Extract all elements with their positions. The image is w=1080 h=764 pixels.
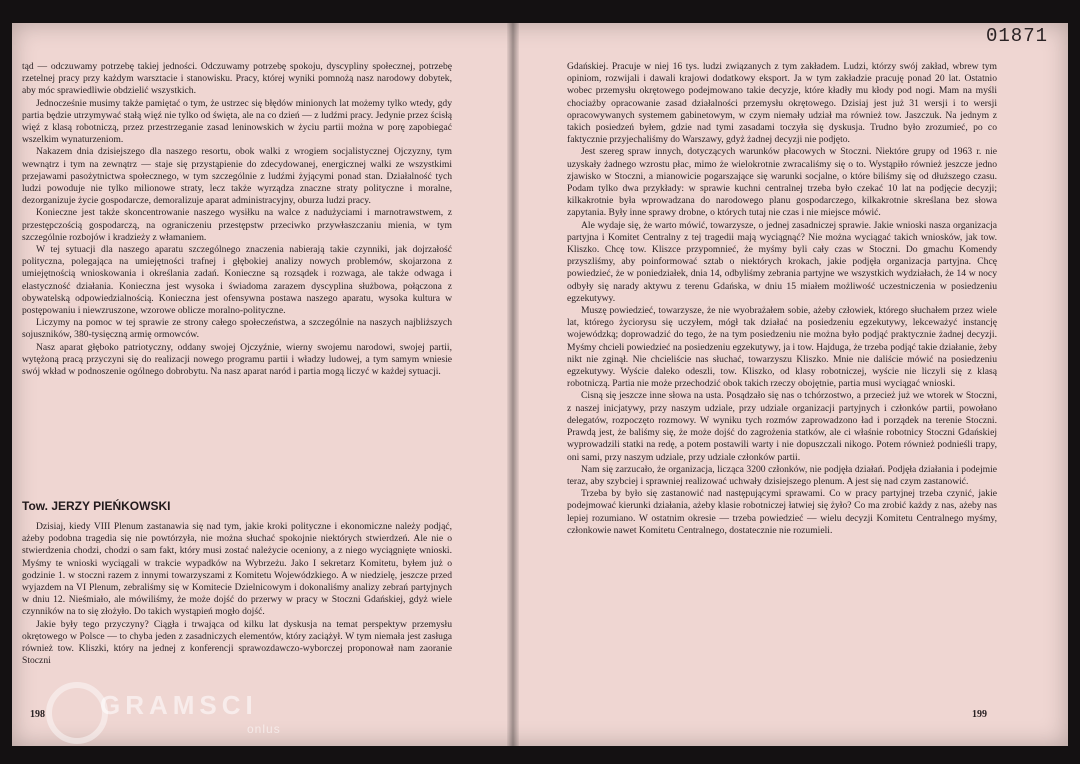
paragraph: Konieczne jest także skoncentrowanie naszego wysiłku na walce z nadużyciami i marnotrawstwem, z przestępczością gospodarczą, na ograniczeniu przestępstw przeciwko przywłaszczaniu mienia, w tym szczególnie rozbojów i kradzieży z włamaniem. bbox=[22, 207, 452, 243]
page-number: 199 bbox=[972, 709, 987, 720]
paragraph: Gdańskiej. Pracuje w niej 16 tys. ludzi związanych z tym zakładem. Ludzi, którzy swój zakład, wbrew tym opiniom, rozwijali i dawali krajowi dodatkowy eksport. Ja w tym zakładzie pracuję ponad 20 lat. Ostatnio wobec przemysłu okrętowego podejmowano takie decyzje, które kładły mu kłody pod nogi. Mam na myśli chociażby opracowanie zasad działalności przemysłu okrętowego. Dzisiaj jest już 31 wersji i to wersji opracowywanych systemem gabinetowym, w czym niemały udział ma również tow. Jaszczuk. Na jednym z takich posiedzeń byłem, gdzie nad tymi zasadami toczyła się dyskusja. Trudno było zrozumieć, po co faktycznie przyjechaliśmy do Warszawy, gdyż żadnej decyzji nie podjęto. bbox=[567, 61, 997, 146]
watermark-logo: GRAMSCI bbox=[100, 690, 258, 720]
paragraph: Jednocześnie musimy także pamiętać o tym, że ustrzec się błędów minionych lat możemy tylko wtedy, gdy partia będzie utrzymywać stałą więź nie tylko od święta, ale na co dzień — z ludźmi pracy. Jedynie przez ścisłą więź z klasą robotniczą, przez przestrzeganie zasad leninowskich w życiu partii można w porę zapobiegać wszelkim wynaturzeniom. bbox=[22, 97, 452, 146]
left-upper-text bbox=[22, 61, 452, 486]
paragraph: tąd — odczuwamy potrzebę takiej jedności. Odczuwamy potrzebę spokoju, dyscypliny społecznej, potrzebę rzetelnej pracy przy każdym warsztacie i stanowisku. Pracy, której wyniki pomnożą nasz narodowy dobytek, aby móc sprawiedliwie obdzielić wszystkich. bbox=[22, 61, 452, 97]
right-page bbox=[519, 23, 1068, 746]
paragraph: Cisną się jeszcze inne słowa na usta. Posądzało się nas o tchórzostwo, a przecież już we wtorek w Stoczni, z naszej inicjatywy, przy naszym udziale, przy udziale organizacji partyjnych i członków partii, powołano delegatów, rozpoczęto rozmowy. W wyniku tych rozmów zaprowadzono ład i porządek na terenie Stoczni. Prawdą jest, że baliśmy się, że może dojść do zagrożenia statków, ale ci właśnie robotnicy Stoczni Gdańskiej wyprowadzili statki na redę, a potem postawili warty i nie dopuszczali nikogo. Potem również podnieśli trapy, oni sami, przy naszym udziale, przy udziale członków partii. bbox=[567, 390, 997, 463]
paragraph: Trzeba by było się zastanowić nad następującymi sprawami. Co w pracy partyjnej trzeba czynić, jakie podejmować kierunki działania, ażeby klasie robotniczej łatwiej się żyło? Co ma zrobić każdy z nas, ażeby nas lepiej rozumiano. W ostatnim okresie — trzeba powiedzieć — wielu decyzji Komitetu Centralnego myśmy, członkowie nawet Komitetu Centralnego, dostatecznie nie rozumieli. bbox=[567, 488, 997, 536]
watermark-sub: onlus bbox=[247, 722, 281, 736]
paragraph: Nam się zarzucało, że organizacja, licząca 3200 członków, nie podjęła działań. Podjęła działania i podejmie teraz, aby szybciej i sprawniej realizować uchwały dzisiejszego plenum. A jest się nad czym zastanowić. bbox=[567, 463, 997, 487]
right-text bbox=[567, 61, 997, 721]
paragraph: Jakie były tego przyczyny? Ciągła i trwająca od kilku lat dyskusja na temat perspektyw przemysłu okrętowego w Polsce — to chyba jeden z zasadniczych elementów, który zaciążył. W tym niemała jest zasługa również tow. Kliszki, który na jednej z konferencji sprawozdawczo-wyborczej proponował nam zaoranie Stoczni bbox=[22, 618, 452, 667]
paragraph: Jest szereg spraw innych, dotyczących warunków płacowych w Stoczni. Niektóre grupy od 1963 r. nie uzyskały żadnego wzrostu płac, mimo że wielokrotnie zwracaliśmy się o to. Wystąpiło również jeszcze jedno zjawisko w Stoczni, a mianowicie pogarszające się warunki socjalne, o które biliśmy się od dłuższego czasu. Podam tylko dwa przykłady: w sprawie kuchni centralnej trzeba było czekać 10 lat na podjęcie decyzji; kilkakrotnie była wprowadzana do narodowego planu gospodarczego, kilkakrotnie skreślana bez słowa zapytania. Były inne sprawy drobne, o których tutaj nie czas i nie miejsce mówić. bbox=[567, 146, 997, 219]
page-number: 198 bbox=[30, 709, 45, 720]
paragraph: Nakazem dnia dzisiejszego dla naszego resortu, obok walki z wrogiem socjalistycznej Ojczyzny, tym wewnątrz i tym na zewnątrz — staje się przystąpienie do zdecydowanej, energicznej walki ze wszystkimi przejawami pasożytnictwa społecznego, w tym szczególnie z ludźmi żyjącymi ponad stan. Działalność tych ludzi powoduje nie tylko milionowe straty, lecz także wyrządza znaczne straty polityczne i moralne, dezorganizuje życie gospodarcze, demoralizuje aparat administracyjny, oburza ludzi pracy. bbox=[22, 146, 452, 207]
book-spread bbox=[12, 23, 1068, 746]
left-page bbox=[12, 23, 507, 746]
paragraph: Muszę powiedzieć, towarzysze, że nie wyobrażałem sobie, ażeby człowiek, którego słuchałem przez wiele lat, którego życiorysu się uczyłem, mógł tak działać na posiedzeniu egzekutywy, lekceważyć instancję wojewódzką; doprowadzić do tego, że na tym posiedzeniu nie można było podjąć praktycznie żadnej decyzji. Myśmy chcieli powiedzieć na posiedzeniu egzekutywy, ja i tow. Hajduga, że trzeba podjąć takie działanie, żeby nikt nie zginął. Nie chcieliście nas słuchać, towarzyszu Kliszko. Mnie nie daliście mówić na posiedzeniu egzekutywy. Wyście daleko odeszli, tow. Kliszko, od klasy robotniczej, wyście nie liczyli się z klasą robotniczą. Partia nie może przechodzić obok takich rzeczy obojętnie, partia musi wyciągać wnioski. bbox=[567, 305, 997, 390]
speaker-heading: Tow. JERZY PIEŃKOWSKI bbox=[22, 499, 171, 513]
paragraph: Liczymy na pomoc w tej sprawie ze strony całego społeczeństwa, a szczególnie na naszych najbliższych sojuszników, 380-tysięczną armię ormowców. bbox=[22, 317, 452, 341]
book-gutter bbox=[507, 23, 519, 746]
archive-number: 01871 bbox=[985, 25, 1048, 47]
paragraph: W tej sytuacji dla naszego aparatu szczególnego znaczenia nabierają takie czynniki, jak dojrzałość polityczna, polegająca na umiejętności trafnej i głębokiej analizy nowych problemów, skojarzona z umiejętnością wnioskowania i określania zadań. Konieczne są rozsądek i rozwaga, ale także odwaga i elastyczność działania. Konieczna jest wysoka i świadoma zarazem dyscyplina służbowa, połączona z obywatelską odpowiedzialnością. Konieczna jest ofensywna postawa naszego aparatu, wysoka kultura w postępowaniu i niewzruszone, wzorowe oblicze moralno-polityczne. bbox=[22, 244, 452, 317]
paragraph: Nasz aparat głęboko patriotyczny, oddany swojej Ojczyźnie, wierny swojemu narodowi, swojej partii, wytężoną pracą przyczyni się do realizacji nowego programu partii i władzy ludowej, a tym samym wniesie swój wkład w podnoszenie ogólnego dobrobytu. Na nasz aparat naród i partia mogą liczyć w każdej sytuacji. bbox=[22, 341, 452, 378]
paragraph: Dzisiaj, kiedy VIII Plenum zastanawia się nad tym, jakie kroki polityczne i ekonomiczne należy podjąć, ażeby podobna tragedia się nie powtórzyła, nie można słuchać spokojnie niektórych stwierdzeń. Ale nie o stwierdzenia chodzi, chodzi o sam fakt, który musi zostać należycie oceniony, a z niego wyciągnięte wnioski. Myśmy te wnioski wyciągali w trakcie wypadków na Wybrzeżu. Jako I sekretarz Komitetu, byłem już o godzinie 1. w stoczni razem z innymi towarzyszami z Komitetu Wojewódzkiego. A w niedzielę, jeszcze przed wyjazdem na VI Plenum, zebraliśmy się w Komitecie Dzielnicowym i dokonaliśmy analizy zebrań partyjnych w dniu 12. Nieśmiało, ale mówiliśmy, że może dojść do przerwy w pracy w Stoczni Gdańskiej, gdyż wiele czynników na to się złożyło. Do takich wystąpień mogło dojść. bbox=[22, 521, 452, 618]
paragraph: Ale wydaje się, że warto mówić, towarzysze, o jednej zasadniczej sprawie. Jakie wnioski nasza organizacja partyjna i Komitet Centralny z tej tragedii mają wyciągnąć? Nie można wyciągać takich wniosków, jak tow. Kliszko. Chcę tow. Kliszce przypomnieć, że myśmy byli cały czas w Stoczni. Do gmachu Komendy przyszliśmy, aby poinformować sztab o niektórych krokach, jakie podjęła organizacja partyjna. Chcę powiedzieć, że w poniedziałek, dnia 14, odbyliśmy zebrania partyjne we wszystkich wydziałach, że 14 w nocy odbyły się narady aktywu z terenu Gdańska, w dniu 15 miałem możliwość uczestniczenia w posiedzeniu egzekutywy. bbox=[567, 219, 997, 304]
